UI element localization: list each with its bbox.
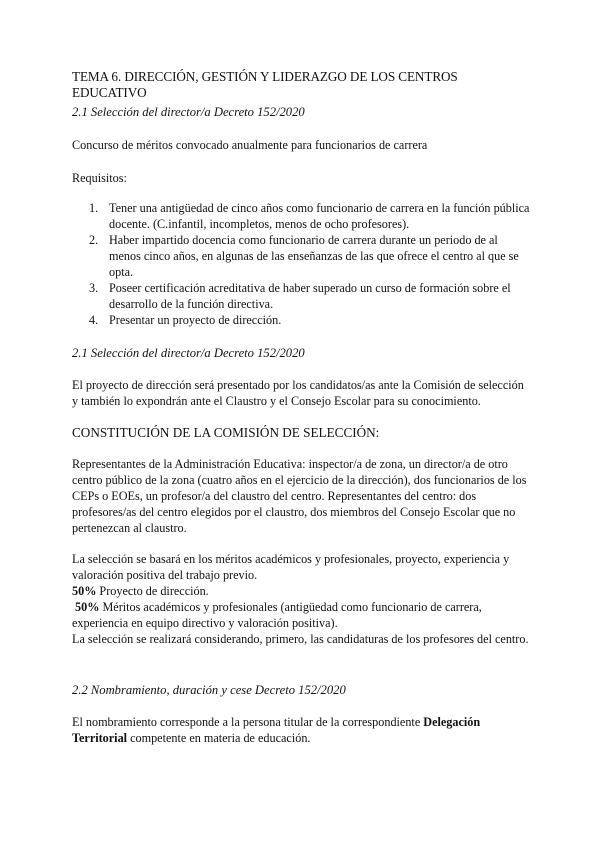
requirement-item bbox=[72, 280, 532, 312]
requirements-label: Requisitos: bbox=[72, 171, 127, 185]
weight-merits-text: Méritos académicos y profesionales (antigüedad como funcionario de carrera, experiencia en equipo directivo y valoración positiva). bbox=[72, 600, 482, 630]
selection-criteria bbox=[72, 551, 532, 647]
appointment-prefix: El nombramiento corresponde a la persona titular de la correspondiente bbox=[72, 715, 424, 729]
requirement-item bbox=[72, 200, 532, 232]
requirement-text: Presentar un proyecto de dirección. bbox=[109, 313, 282, 327]
document-title: TEMA 6. DIRECCIÓN, GESTIÓN Y LIDERAZGO DE LOS CENTROS EDUCATIVO bbox=[72, 69, 458, 100]
requirement-number: 2. bbox=[89, 233, 99, 247]
weight-merits bbox=[72, 599, 532, 631]
appointment-authority: Delegación Territorial bbox=[72, 715, 481, 745]
requirement-number: 3. bbox=[89, 281, 99, 295]
weight-project-percent: 50% bbox=[72, 584, 97, 598]
requirement-text: Haber impartido docencia como funcionario de carrera durante un periodo de al menos cinco años, en algunas de las enseñanzas de las que ofrece el centro al que se opta. bbox=[109, 233, 519, 279]
selection-intro: La selección se basará en los méritos académicos y profesionales, proyecto, experiencia y valoración positiva del trabajo previo. bbox=[72, 552, 510, 582]
requirement-text: Poseer certificación acreditativa de haber superado un curso de formación sobre el desarrollo de la función directiva. bbox=[109, 281, 511, 311]
requirement-text: Tener una antigüedad de cinco años como funcionario de carrera en la función pública docente. (C.infantil, incompletos, menos de ocho profesores). bbox=[109, 201, 530, 231]
requirement-number: 1. bbox=[89, 201, 99, 215]
weight-project-text: Proyecto de dirección. bbox=[96, 584, 209, 598]
commission-paragraph: Representantes de la Administración Educativa: inspector/a de zona, un director/a de otro centro público de la zona (cuatro años en el ejercicio de la dirección), dos funcionarios de los CEPs o EOEs, un profesor/a del claustro del centro. Representantes del centro: dos profesores/as del centro elegidos por el claustro, dos miembros del Consejo Escolar que no pertenezcan al claustro. bbox=[72, 457, 527, 535]
section-heading-director-selection-repeat: 2.1 Selección del director/a Decreto 152/2020 bbox=[72, 346, 305, 360]
requirement-number: 4. bbox=[89, 313, 99, 327]
intro-paragraph: Concurso de méritos convocado anualmente para funcionarios de carrera bbox=[72, 138, 428, 152]
requirement-item bbox=[72, 232, 532, 280]
requirements-list bbox=[72, 200, 532, 328]
selection-closing: La selección se realizará considerando, primero, las candidaturas de los profesores del centro. bbox=[72, 632, 529, 646]
requirement-item bbox=[72, 312, 532, 328]
commission-heading: CONSTITUCIÓN DE LA COMISIÓN DE SELECCIÓN: bbox=[72, 425, 380, 440]
section-heading-director-selection: 2.1 Selección del director/a Decreto 152/2020 bbox=[72, 105, 305, 119]
appointment-suffix: competente en materia de educación. bbox=[127, 731, 311, 745]
weight-project bbox=[72, 583, 532, 599]
weight-merits-percent: 50% bbox=[75, 600, 100, 614]
section-heading-appointment: 2.2 Nombramiento, duración y cese Decreto 152/2020 bbox=[72, 683, 346, 697]
project-paragraph: El proyecto de dirección será presentado por los candidatos/as ante la Comisión de selección y también lo expondrán ante el Claustro y el Consejo Escolar para su conocimiento. bbox=[72, 378, 524, 408]
appointment-paragraph bbox=[72, 714, 532, 746]
